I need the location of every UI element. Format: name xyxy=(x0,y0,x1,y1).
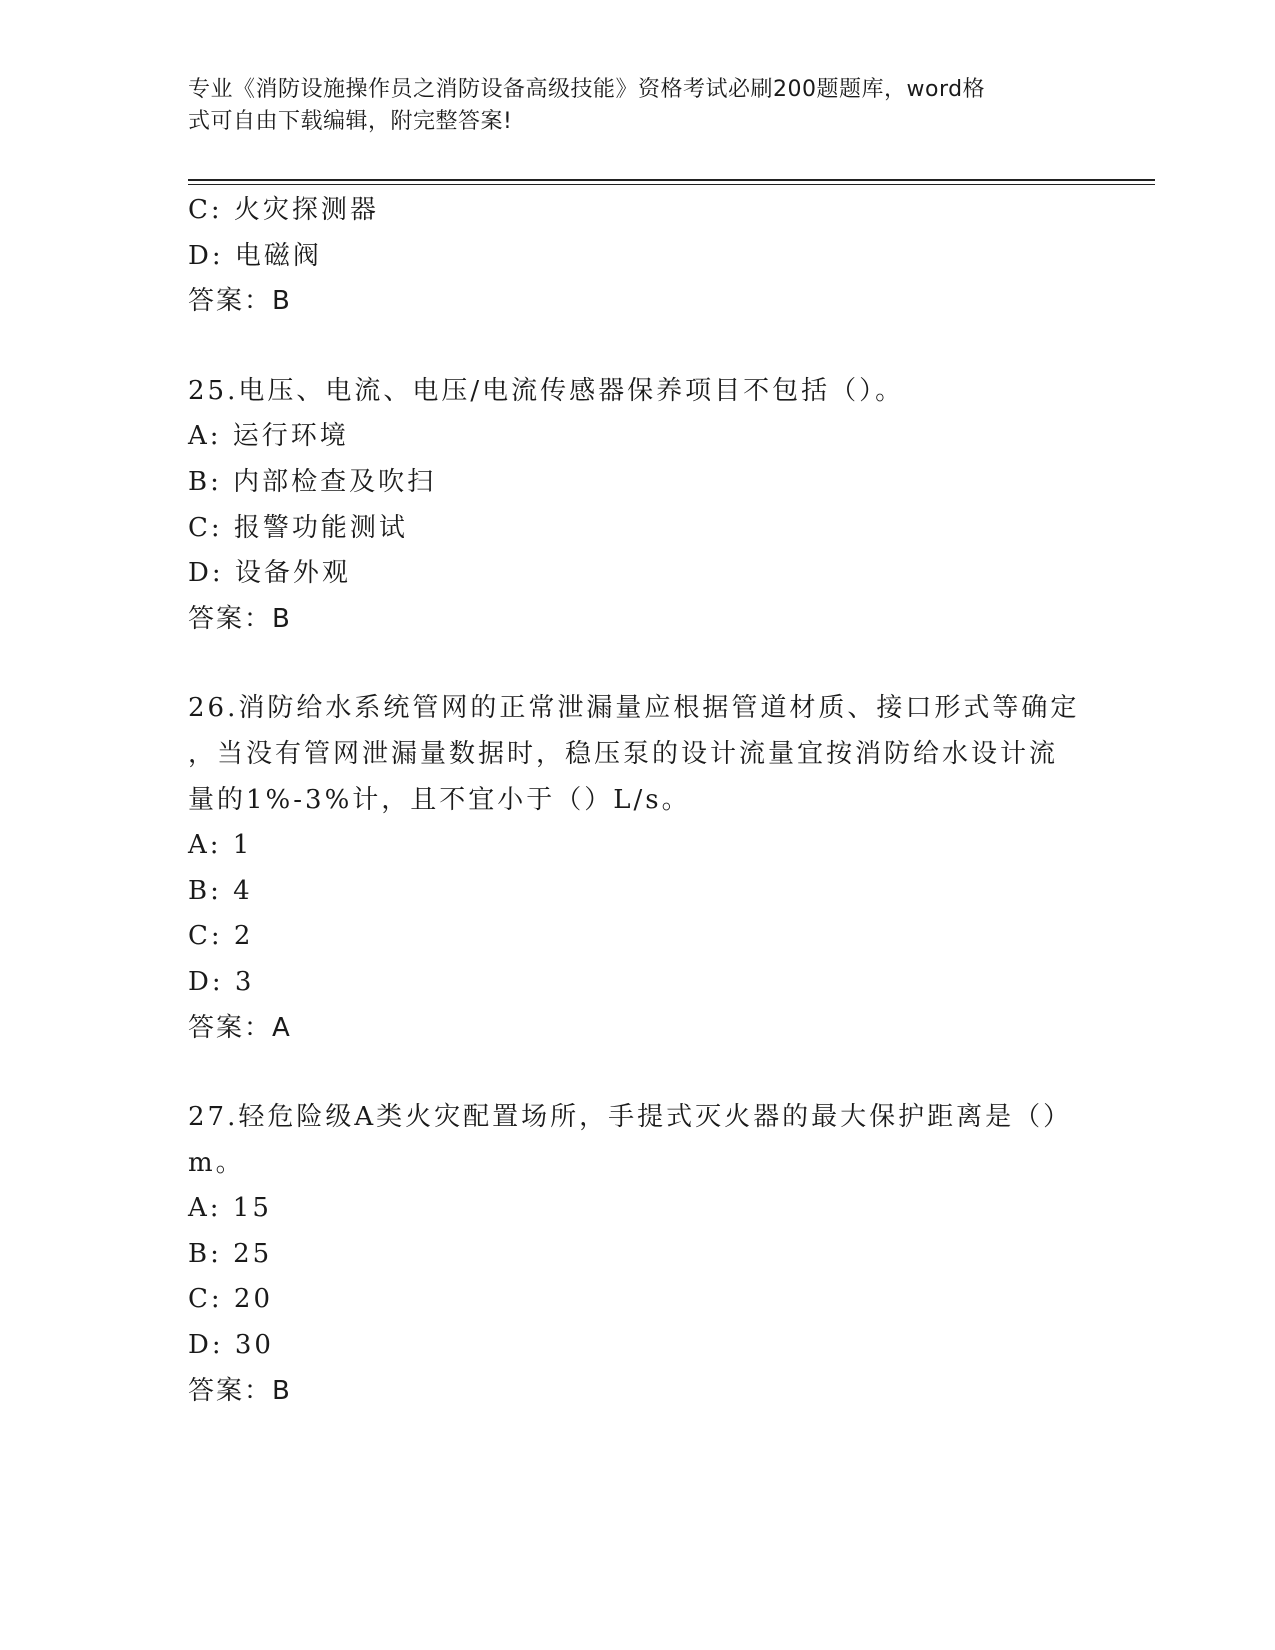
question-text-line-3: 量的1%-3%计，且不宜小于（）L/s。 xyxy=(188,784,691,815)
question-27 xyxy=(188,1095,1088,1414)
option-c: C: 2 xyxy=(188,921,254,952)
option-a: A: 1 xyxy=(188,830,253,861)
option-a: A: 15 xyxy=(188,1193,272,1224)
option-a: A: 运行环境 xyxy=(188,421,349,452)
question-26 xyxy=(188,686,1088,1051)
question-24-tail xyxy=(188,188,1088,325)
header-title-line-2: 式可自由下载编辑，附完整答案! xyxy=(188,109,513,134)
option-d: D: 电磁阀 xyxy=(188,240,322,271)
question-text: 25.电压、电流、电压/电流传感器保养项目不包括（）。 xyxy=(188,375,905,406)
option-b: B: 内部检查及吹扫 xyxy=(188,466,437,497)
option-c: C: 火灾探测器 xyxy=(188,195,379,225)
option-d: D: 3 xyxy=(188,966,255,997)
option-c: C: 报警功能测试 xyxy=(188,512,408,543)
header-divider xyxy=(188,179,1155,181)
document-header xyxy=(188,74,1088,138)
option-b: B: 25 xyxy=(188,1238,273,1269)
header-divider-thin xyxy=(188,184,1155,185)
option-b: B: 4 xyxy=(188,875,253,906)
question-list xyxy=(188,188,1088,1414)
question-text-line-2: ，当没有管网泄漏量数据时，稳压泵的设计流量宜按消防给水设计流 xyxy=(188,738,1059,769)
question-text-line-2: m。 xyxy=(188,1147,245,1178)
header-title-line-1: 专业《消防设施操作员之消防设备高级技能》资格考试必刷200题题库，word格 xyxy=(188,77,986,102)
answer-line: 答案：B xyxy=(188,286,292,317)
answer-line: 答案：B xyxy=(188,1375,292,1406)
question-text-line-1: 26.消防给水系统管网的正常泄漏量应根据管道材质、接口形式等确定 xyxy=(188,693,1080,724)
question-25 xyxy=(188,369,1088,643)
answer-line: 答案：A xyxy=(188,1012,292,1043)
answer-line: 答案：B xyxy=(188,603,292,634)
option-d: D: 设备外观 xyxy=(188,558,351,589)
option-d: D: 30 xyxy=(188,1330,274,1361)
question-text-line-1: 27.轻危险级A类火灾配置场所，手提式灭火器的最大保护距离是（） xyxy=(188,1102,1073,1133)
option-c: C: 20 xyxy=(188,1284,274,1315)
